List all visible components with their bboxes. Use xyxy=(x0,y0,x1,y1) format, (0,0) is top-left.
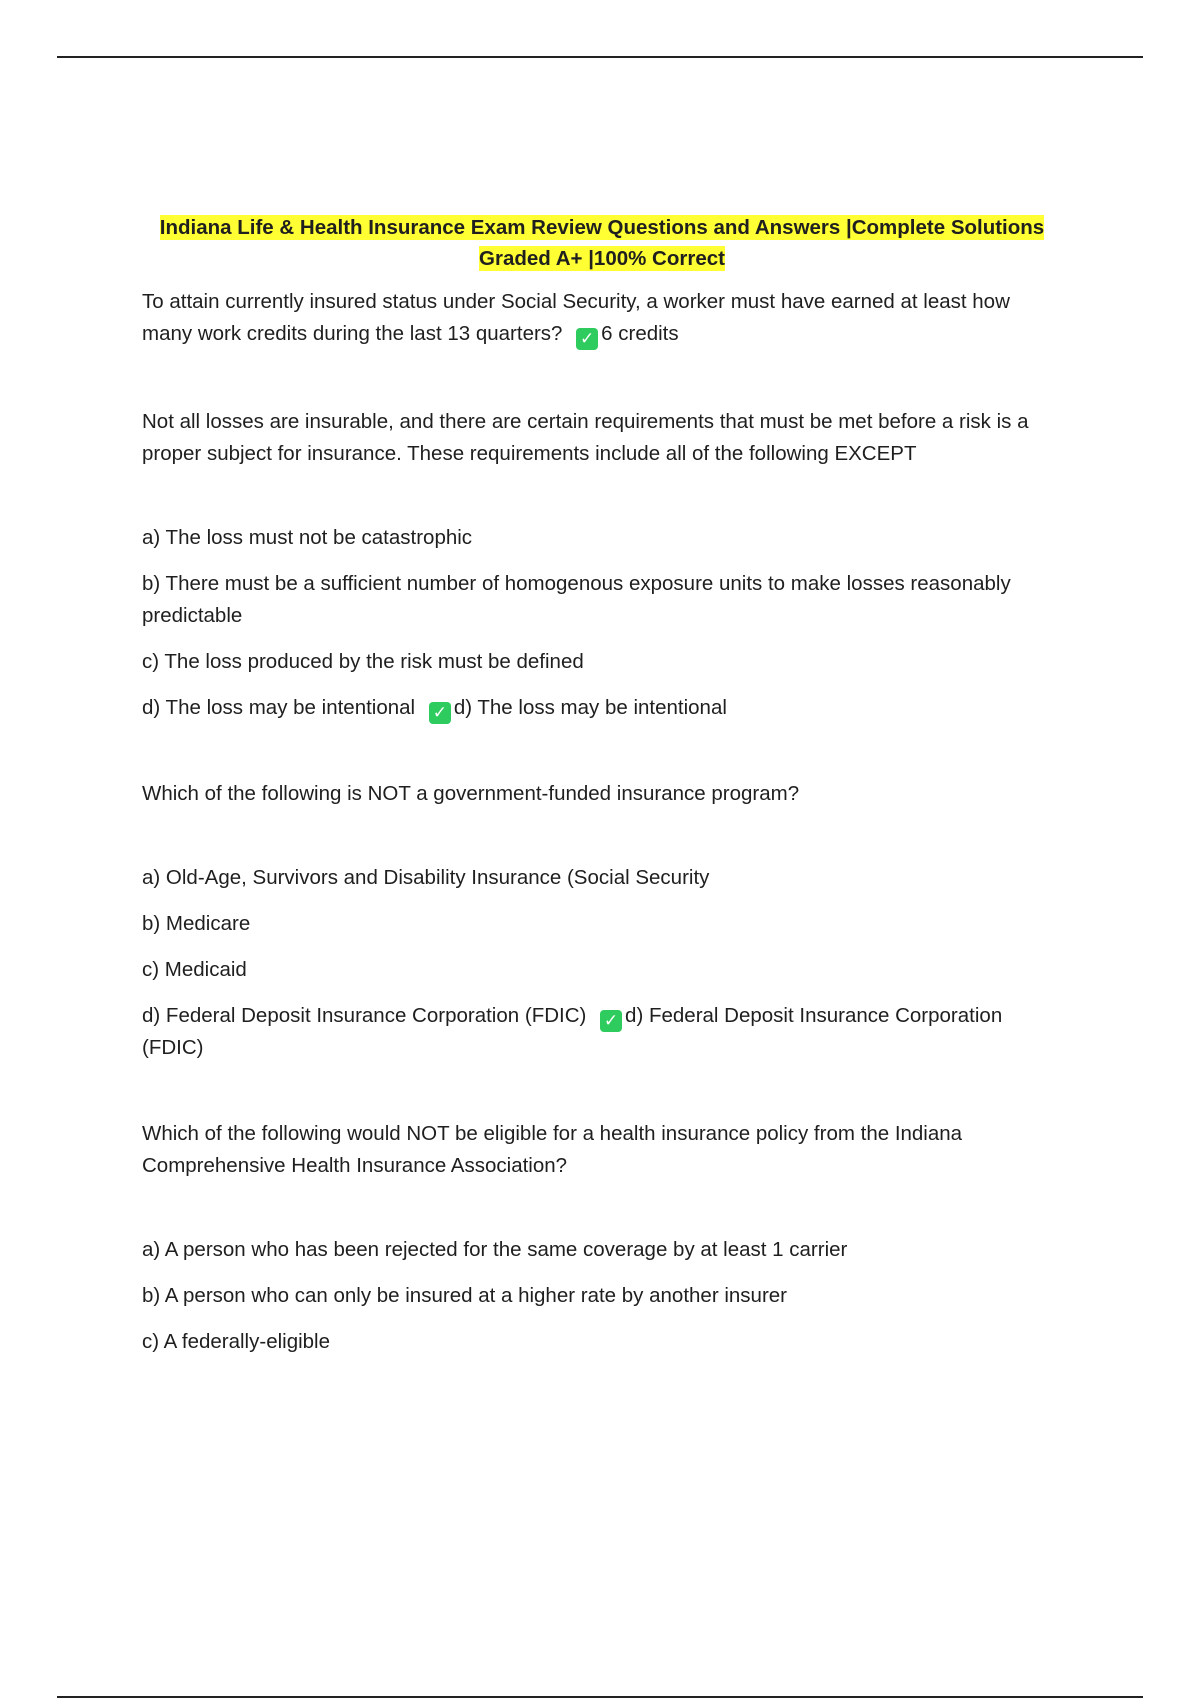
check-icon: ✓ xyxy=(429,702,451,724)
title-line-1: Indiana Life & Health Insurance Exam Review Questions and Answers |Complete Solutions xyxy=(159,216,1045,239)
option: a) A person who has been rejected for the same coverage by at least 1 carrier xyxy=(142,1238,848,1261)
option: c) Medicaid xyxy=(142,958,247,981)
question-2: Not all losses are insurable, and there are certain requirements that must be met before a risk is a proper subject for insurance. These requirements include all of the following EXCEPT xyxy=(142,410,1029,465)
title-line-2: Graded A+ |100% Correct xyxy=(479,247,725,270)
option: b) A person who can only be insured at a higher rate by another insurer xyxy=(142,1284,788,1307)
option-text: d) Federal Deposit Insurance Corporation (FDIC) xyxy=(142,1004,587,1027)
footer-rule xyxy=(57,1696,1143,1698)
document-title xyxy=(142,212,1062,274)
option-with-answer xyxy=(142,692,1062,724)
question-4: Which of the following would NOT be eligible for a health insurance policy from the Indiana Comprehensive Health Insurance Association? xyxy=(142,1122,963,1177)
answer-text: d) The loss may be intentional xyxy=(453,696,727,719)
question-text: To attain currently insured status under Social Security, a worker must have earned at least how many work credits during the last 13 quarters? xyxy=(142,290,1010,345)
answer-text: 6 credits xyxy=(601,322,679,345)
option: a) The loss must not be catastrophic xyxy=(142,526,473,549)
check-icon: ✓ xyxy=(600,1010,622,1032)
option: b) There must be a sufficient number of homogenous exposure units to make losses reasonably predictable xyxy=(142,572,1011,627)
check-icon: ✓ xyxy=(576,328,598,350)
document-body xyxy=(142,212,1062,1372)
answer-text: d) Federal Deposit Insurance Corporation (FDIC) xyxy=(142,1004,1003,1059)
option: c) A federally-eligible xyxy=(142,1330,331,1353)
option-text: d) The loss may be intentional xyxy=(142,696,416,719)
question-1 xyxy=(142,286,1062,350)
question-3: Which of the following is NOT a government-funded insurance program? xyxy=(142,782,800,805)
option: c) The loss produced by the risk must be defined xyxy=(142,650,584,673)
header-rule xyxy=(57,56,1143,58)
option: a) Old-Age, Survivors and Disability Insurance (Social Security xyxy=(142,866,710,889)
option-with-answer xyxy=(142,1000,1062,1064)
option: b) Medicare xyxy=(142,912,251,935)
